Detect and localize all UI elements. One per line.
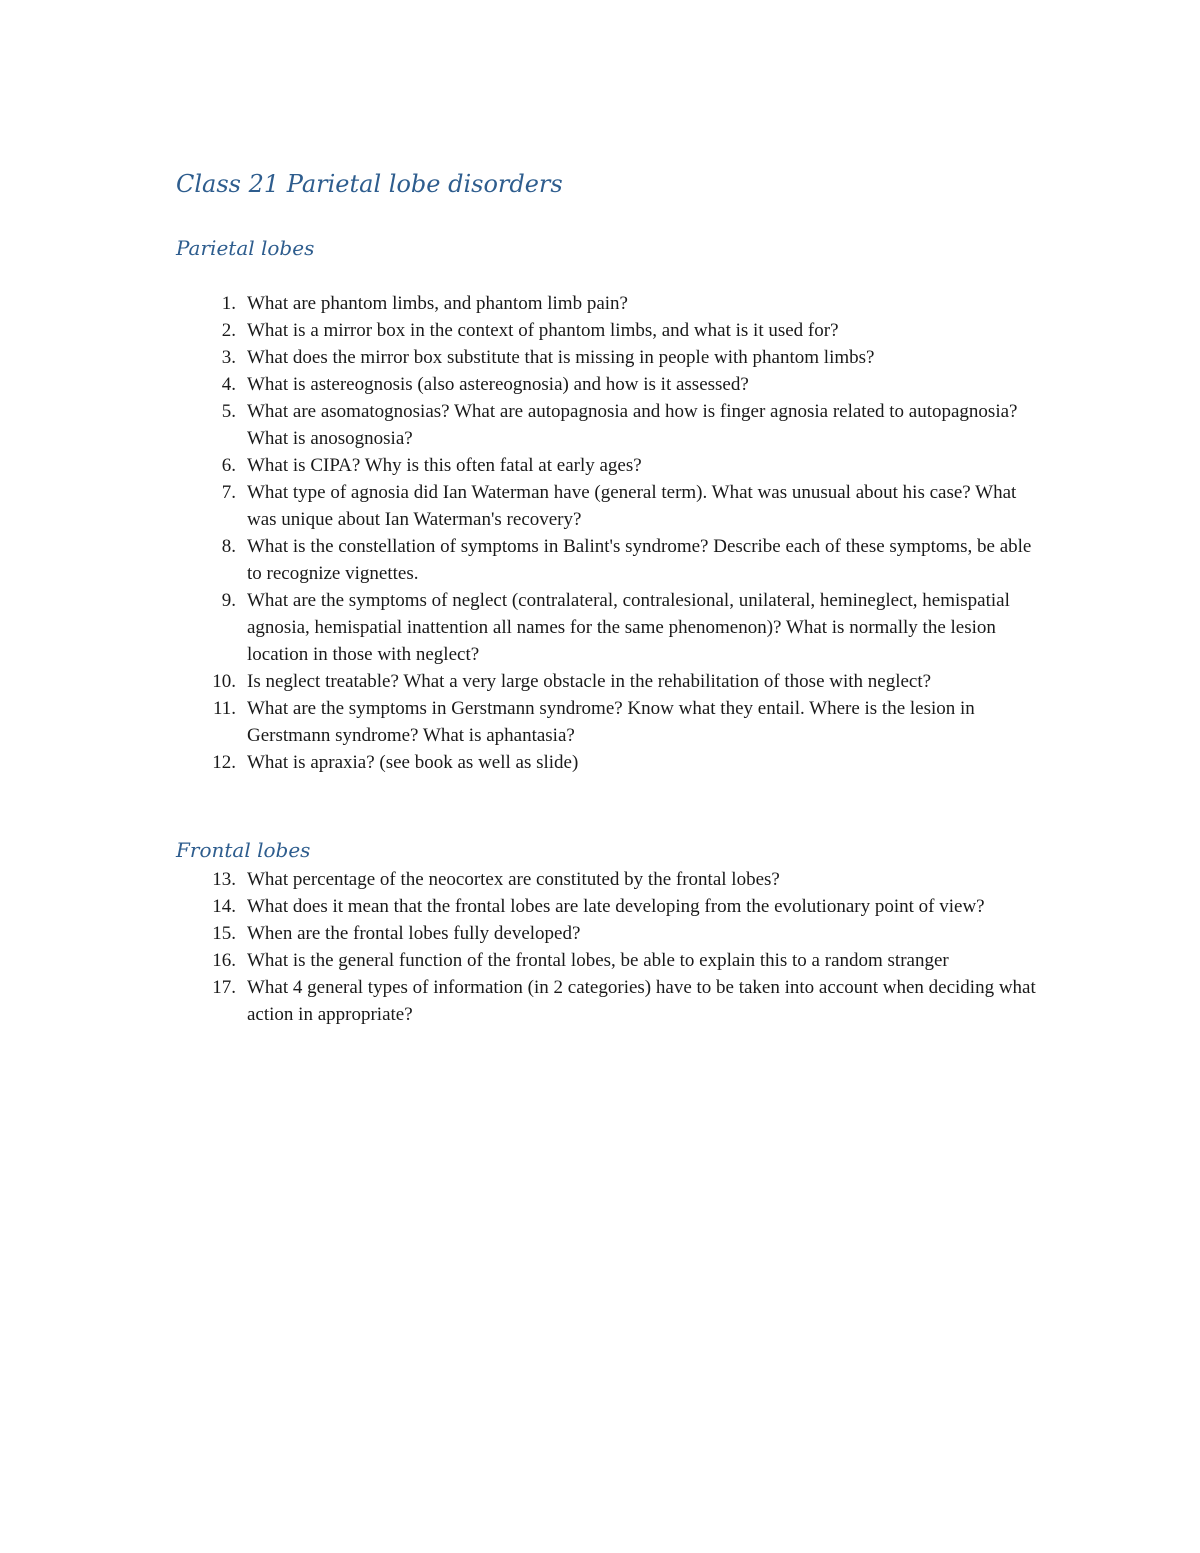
section-heading-parietal-lobes: Parietal lobes [176, 236, 315, 260]
item-text: What does the mirror box substitute that is missing in people with phantom limbs? [247, 347, 875, 368]
item-text: What type of agnosia did Ian Waterman have (general term). What was unusual about his case? What was unique about Ian Waterman's recovery? [247, 482, 1017, 530]
document-title: Class 21 Parietal lobe disorders [176, 170, 563, 198]
item-text: Is neglect treatable? What a very large obstacle in the rehabilitation of those with neglect? [247, 671, 932, 692]
item-text: When are the frontal lobes fully developed? [247, 923, 581, 944]
item-number: 15. [212, 923, 236, 944]
list-item [176, 533, 1056, 587]
list-item [176, 479, 1056, 533]
list-item [176, 587, 1056, 668]
item-text: What 4 general types of information (in 2 categories) have to be taken into account when deciding what action in appropriate? [247, 977, 1036, 1025]
item-number: 9. [221, 590, 236, 611]
item-text: What is the constellation of symptoms in Balint's syndrome? Describe each of these symptoms, be able to recognize vignettes. [247, 536, 1032, 584]
item-number: 5. [221, 401, 236, 422]
list-item [176, 866, 1056, 893]
list-item [176, 371, 1056, 398]
list-item [176, 452, 1056, 479]
list-item [176, 749, 1056, 776]
item-text: What are the symptoms in Gerstmann syndrome? Know what they entail. Where is the lesion in Gerstmann syndrome? What is aphantasia? [247, 698, 975, 746]
item-text: What percentage of the neocortex are constituted by the frontal lobes? [247, 869, 780, 890]
item-text: What is apraxia? (see book as well as slide) [247, 752, 579, 773]
item-number: 16. [212, 950, 236, 971]
list-item [176, 398, 1056, 452]
list-item [176, 695, 1056, 749]
item-number: 14. [212, 896, 236, 917]
question-list-parietal [176, 290, 1056, 776]
list-item [176, 920, 1056, 947]
list-item [176, 344, 1056, 371]
item-text: What is the general function of the frontal lobes, be able to explain this to a random stranger [247, 950, 949, 971]
item-number: 2. [221, 320, 236, 341]
list-item [176, 947, 1056, 974]
list-item [176, 668, 1056, 695]
item-number: 17. [212, 977, 236, 998]
section-heading-frontal-lobes: Frontal lobes [176, 838, 311, 862]
item-text: What is astereognosis (also astereognosia) and how is it assessed? [247, 374, 749, 395]
item-number: 1. [221, 293, 236, 314]
item-number: 6. [221, 455, 236, 476]
item-number: 3. [221, 347, 236, 368]
item-number: 10. [212, 671, 236, 692]
item-number: 7. [221, 482, 236, 503]
list-item [176, 317, 1056, 344]
item-number: 13. [212, 869, 236, 890]
item-text: What does it mean that the frontal lobes are late developing from the evolutionary point of view? [247, 896, 985, 917]
list-item [176, 893, 1056, 920]
item-text: What is a mirror box in the context of phantom limbs, and what is it used for? [247, 320, 839, 341]
item-text: What are phantom limbs, and phantom limb pain? [247, 293, 628, 314]
item-number: 4. [221, 374, 236, 395]
item-text: What are asomatognosias? What are autopagnosia and how is finger agnosia related to autopagnosia? What is anosognosia? [247, 401, 1018, 449]
item-number: 12. [212, 752, 236, 773]
item-number: 11. [212, 698, 236, 719]
item-text: What are the symptoms of neglect (contralateral, contralesional, unilateral, hemineglect, hemispatial agnosia, hemispatial inattention all names for the same phenomenon)? What is normally the lesion location in those with neglect? [247, 590, 1010, 665]
item-text: What is CIPA? Why is this often fatal at early ages? [247, 455, 642, 476]
list-item [176, 974, 1056, 1028]
item-number: 8. [221, 536, 236, 557]
list-item [176, 290, 1056, 317]
question-list-frontal [176, 866, 1056, 1028]
